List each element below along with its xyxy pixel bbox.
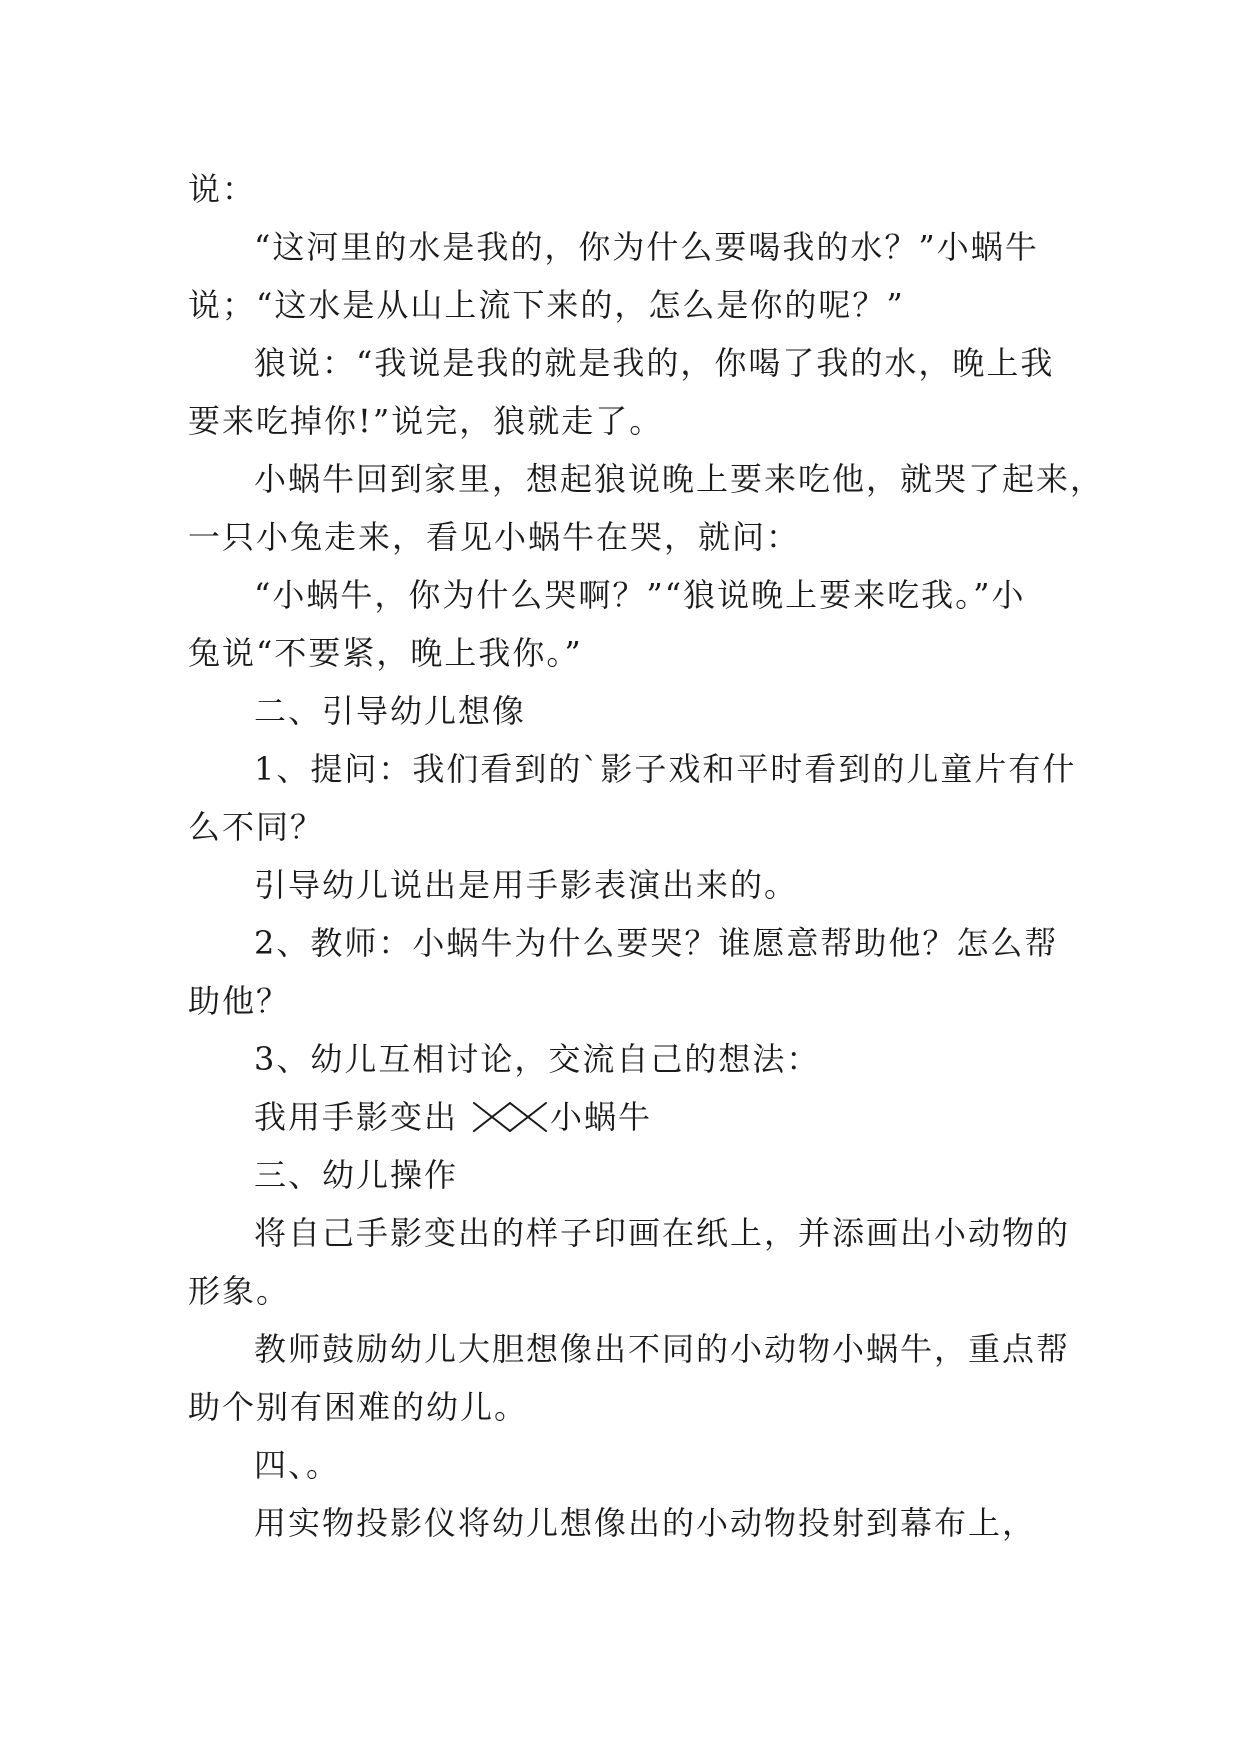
text-line: 形象。 — [188, 1272, 291, 1310]
crossed-lines-icon — [472, 1100, 548, 1134]
text-line: 引导幼儿说出是用手影表演出来的。 — [254, 866, 799, 904]
text-line: 兔说“不要紧，晚上我你。” — [188, 634, 583, 672]
text-line: 说： — [188, 170, 257, 208]
text-line: 么不同？ — [188, 808, 325, 846]
text-line: 助个别有困难的幼儿。 — [188, 1388, 529, 1426]
text-line: “小蜗牛，你为什么哭啊？”“狼说晚上要来吃我。”小 — [254, 576, 1026, 614]
hand-shadow-text-before: 我用手影变出 — [254, 1098, 459, 1136]
section-heading: 三、幼儿操作 — [254, 1156, 459, 1194]
text-line: 要来吃掉你!”说完，狼就走了。 — [188, 402, 664, 440]
text-line: 教师鼓励幼儿大胆想像出不同的小动物小蜗牛，重点帮 — [254, 1330, 1071, 1368]
text-line: 用实物投影仪将幼儿想像出的小动物投射到幕布上， — [254, 1504, 1037, 1542]
text-line: 1、提问：我们看到的`影子戏和平时看到的儿童片有什 — [254, 750, 1077, 788]
text-line: 3、幼儿互相讨论，交流自己的想法： — [254, 1040, 821, 1078]
text-line: 将自己手影变出的样子印画在纸上，并添画出小动物的 — [254, 1214, 1071, 1252]
text-line: 一只小兔走来，看见小蜗牛在哭，就问： — [188, 518, 801, 556]
hand-shadow-text-after: 小蜗牛 — [550, 1098, 653, 1136]
text-line: 助他？ — [188, 982, 291, 1020]
text-line: 小蜗牛回到家里，想起狼说晚上要来吃他，就哭了起来， — [254, 460, 1105, 498]
document-body — [188, 160, 1105, 1552]
section-heading: 二、引导幼儿想像 — [254, 692, 527, 730]
text-line: 2、教师：小蜗牛为什么要哭？谁愿意帮助他？怎么帮 — [254, 924, 1059, 962]
text-line: 狼说：“我说是我的就是我的，你喝了我的水，晚上我 — [254, 344, 1055, 382]
hand-shadow-line — [188, 1088, 1058, 1146]
section-heading: 四、。 — [254, 1446, 341, 1484]
text-line: “这河里的水是我的，你为什么要喝我的水？”小蜗牛 — [254, 228, 1039, 266]
text-line: 说；“这水是从山上流下来的，怎么是你的呢？” — [188, 286, 905, 324]
